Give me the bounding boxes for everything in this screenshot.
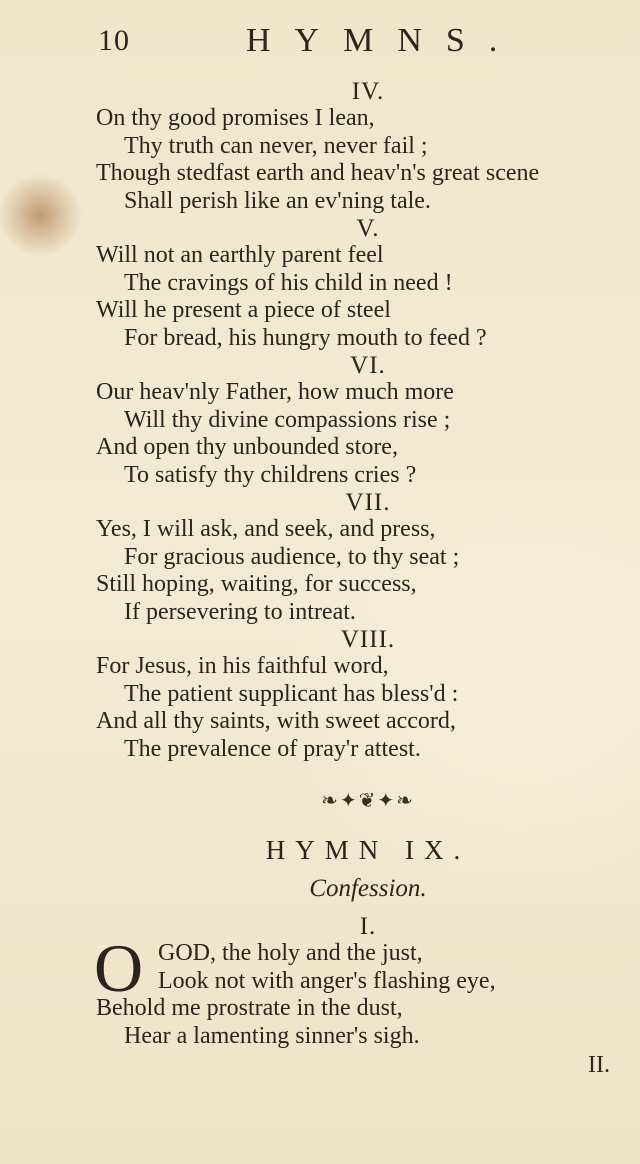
verse-line: Will not an earthly parent feel (96, 242, 384, 268)
stanza-numeral: I. (359, 913, 377, 940)
stanza-numeral: VIII. (340, 626, 396, 653)
verse-line: The patient supplicant has bless'd : (124, 680, 459, 707)
verse-line: On thy good promises I lean, (96, 105, 375, 131)
verse-line: Our heav'nly Father, how much more (96, 379, 454, 405)
verse-line: Hear a lamenting sinner's sigh. (124, 1022, 420, 1049)
page-number: 10 (98, 24, 130, 57)
verse-line: Yes, I will ask, and seek, and press, (96, 516, 436, 542)
verse-line: And all thy saints, with sweet accord, (96, 708, 456, 734)
stanza-8 (96, 626, 616, 763)
stanza-7 (96, 489, 616, 626)
catchword: II. (588, 1052, 610, 1078)
verse-line: To satisfy thy childrens cries ? (124, 461, 417, 488)
verse-line: Will he present a piece of steel (96, 297, 391, 323)
verse-line: Still hoping, waiting, for success, (96, 571, 417, 597)
hymn-subtitle: Confession. (309, 875, 427, 902)
verse-line: Look not with anger's flashing eye, (158, 967, 496, 994)
verse-line: And open thy unbounded store, (96, 434, 398, 460)
verse-line: Thy truth can never, never fail ; (124, 132, 428, 159)
verse-line: For Jesus, in his faithful word, (96, 653, 389, 679)
stanza-5 (96, 215, 616, 352)
verse-line: Behold me prostrate in the dust, (96, 995, 403, 1021)
verse-line: If persevering to intreat. (124, 598, 356, 625)
hymn-stanza-1 (94, 930, 616, 1050)
stanza-numeral: VI. (350, 352, 386, 379)
drop-capital: O (94, 930, 144, 1006)
printer-ornament: ❧✦❦✦❧ (321, 790, 415, 812)
verse-line: For gracious audience, to thy seat ; (124, 543, 460, 570)
running-header (98, 22, 522, 62)
verse-line: Will thy divine compassions rise ; (124, 406, 451, 433)
verse-line: Though stedfast earth and heav'n's great scene (96, 160, 540, 186)
text-column (96, 78, 616, 1050)
stanza-numeral: IV. (351, 78, 385, 105)
verse-line: The prevalence of pray'r attest. (124, 735, 421, 762)
stanza-numeral: V. (356, 215, 380, 242)
stanza-numeral: VII. (345, 489, 391, 516)
verse-line: For bread, his hungry mouth to feed ? (124, 324, 487, 351)
verse-line: The cravings of his child in need ! (124, 269, 453, 296)
stanza-6 (96, 352, 616, 489)
running-title: HYMNS. (246, 22, 522, 59)
verse-line: Shall perish like an ev'ning tale. (124, 187, 431, 214)
hymn-title: HYMN IX. (265, 835, 471, 865)
stanza-4 (96, 78, 616, 215)
verse-line: GOD, the holy and the just, (158, 940, 423, 966)
